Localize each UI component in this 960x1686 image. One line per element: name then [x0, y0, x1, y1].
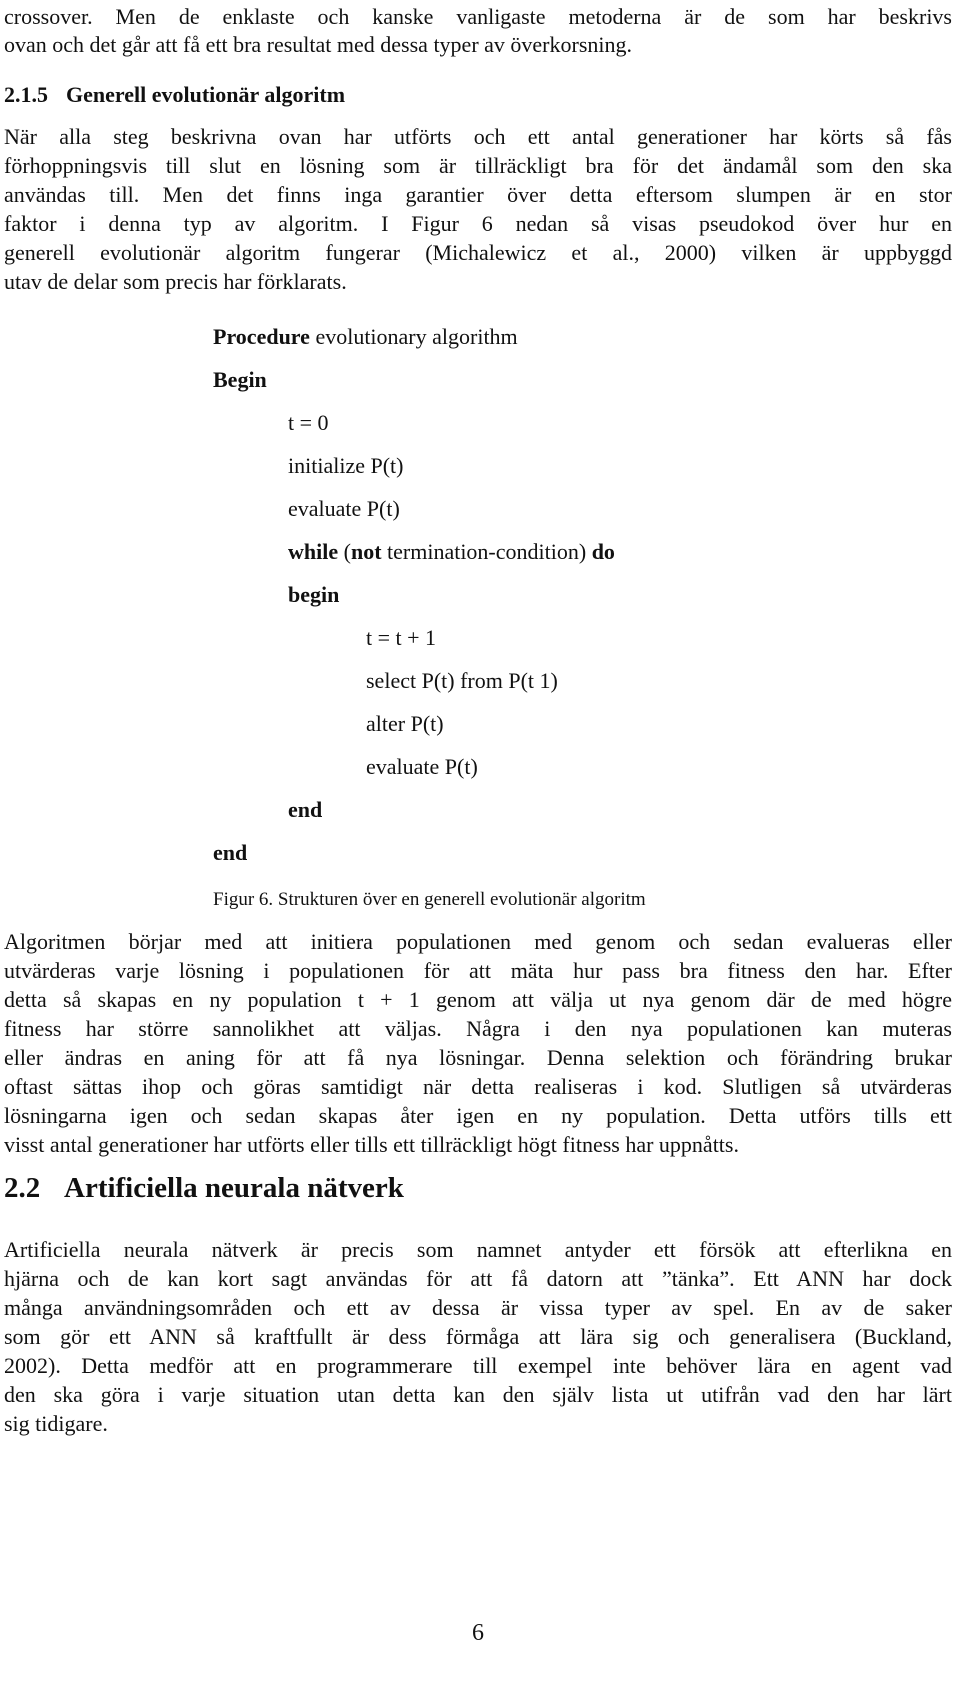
paragraph-line: visst antal generationer har utförts eller tills ett tillräckligt högt fitness har uppnåtts.: [4, 1132, 739, 1157]
subsection-heading: [4, 80, 345, 110]
paragraph-line: utav de delar som precis har förklarats.: [4, 269, 347, 294]
section-title: Artificiella neurala nätverk: [64, 1172, 404, 1204]
paragraph-line: den ska göra i varje situation utan detta kan den själv lista ut utifrån vad den har lärt: [4, 1382, 952, 1407]
pseudocode-line: select P(t) from P(t 1): [366, 668, 558, 693]
figure-caption: Figur 6. Strukturen över en generell evolutionär algoritm: [213, 889, 646, 910]
paragraph-line: sig tidigare.: [4, 1411, 108, 1436]
pseudocode-text: evolutionary algorithm: [309, 324, 518, 349]
pseudocode-line: evaluate P(t): [366, 754, 478, 779]
pseudocode-begin-inner: begin: [288, 582, 340, 607]
pseudocode-line: t = 0: [288, 410, 329, 435]
paragraph-line: ovan och det går att få ett bra resultat med dessa typer av överkorsning.: [4, 32, 632, 57]
paragraph-line: användas till. Men det finns inga garantier över detta eftersom slumpen är en stor: [4, 182, 952, 207]
pseudocode-text: termination-condition): [381, 539, 592, 564]
paragraph-line: utvärderas varje lösning i populationen för att mäta hur pass bra fitness den har. Efter: [4, 958, 952, 983]
pseudocode-keyword: Procedure: [213, 324, 310, 349]
paragraph-line: crossover. Men de enklaste och kanske vanligaste metoderna är de som har beskrivs: [4, 4, 952, 29]
pseudocode-procedure-line: [213, 322, 518, 352]
paragraph-line: oftast sättas ihop och göras samtidigt när detta realiseras i kod. Slutligen så utvärderas: [4, 1074, 952, 1099]
pseudocode-line: alter P(t): [366, 711, 444, 736]
pseudocode-begin-outer: Begin: [213, 367, 267, 392]
pseudocode-line: initialize P(t): [288, 453, 404, 478]
paragraph-line: 2002). Detta medför att en programmerare till exempel inte behöver lära en agent vad: [4, 1353, 952, 1378]
paragraph-line: detta så skapas en ny population t + 1 genom att välja ut nya genom där de med högre: [4, 987, 952, 1012]
page-number: 6: [472, 1620, 484, 1646]
paragraph-line: förhoppningsvis till slut en lösning som är tillräckligt bra för det ändamål som den ska: [4, 153, 952, 178]
paragraph-line: faktor i denna typ av algoritm. I Figur 6 nedan så visas pseudokod över hur en: [4, 211, 952, 236]
paragraph-line: som gör ett ANN så kraftfullt är dess förmåga att lära sig och generalisera (Buckland,: [4, 1324, 952, 1349]
pseudocode-line: evaluate P(t): [288, 496, 400, 521]
subsection-title: Generell evolutionär algoritm: [66, 82, 346, 107]
paragraph-line: fitness har större sannolikhet att väljas. Några i den nya populationen kan muteras: [4, 1016, 952, 1041]
pseudocode-keyword: do: [591, 539, 615, 564]
paragraph-line: Artificiella neurala nätverk är precis som namnet antyder ett försök att efterlikna en: [4, 1237, 952, 1262]
paragraph-line: lösningarna igen och sedan skapas åter igen en ny population. Detta utförs tills ett: [4, 1103, 952, 1128]
pseudocode-while-line: [288, 537, 615, 567]
paragraph-line: När alla steg beskrivna ovan har utförts och ett antal generationer har körts så fås: [4, 124, 952, 149]
paragraph-line: många användningsområden och ett av dessa är vissa typer av spel. En av de saker: [4, 1295, 952, 1320]
subsection-number: 2.1.5: [4, 82, 48, 107]
section-heading: [4, 1170, 404, 1206]
pseudocode-line: t = t + 1: [366, 625, 437, 650]
section-number: 2.2: [4, 1172, 41, 1204]
pseudocode-text: (: [338, 539, 351, 564]
pseudocode-end-outer: end: [213, 840, 248, 865]
paragraph-line: generell evolutionär algoritm fungerar (Michalewicz et al., 2000) vilken är uppbyggd: [4, 240, 952, 265]
paragraph-line: Algoritmen börjar med att initiera populationen med genom och sedan evalueras eller: [4, 929, 952, 954]
pseudocode-end-inner: end: [288, 797, 323, 822]
paragraph-line: hjärna och de kan kort sagt användas för att få datorn att ”tänka”. Ett ANN har dock: [4, 1266, 952, 1291]
pseudocode-keyword: while: [288, 539, 339, 564]
pseudocode-keyword: not: [350, 539, 382, 564]
paragraph-line: eller ändras en aning för att få nya lösningar. Denna selektion och förändring brukar: [4, 1045, 952, 1070]
